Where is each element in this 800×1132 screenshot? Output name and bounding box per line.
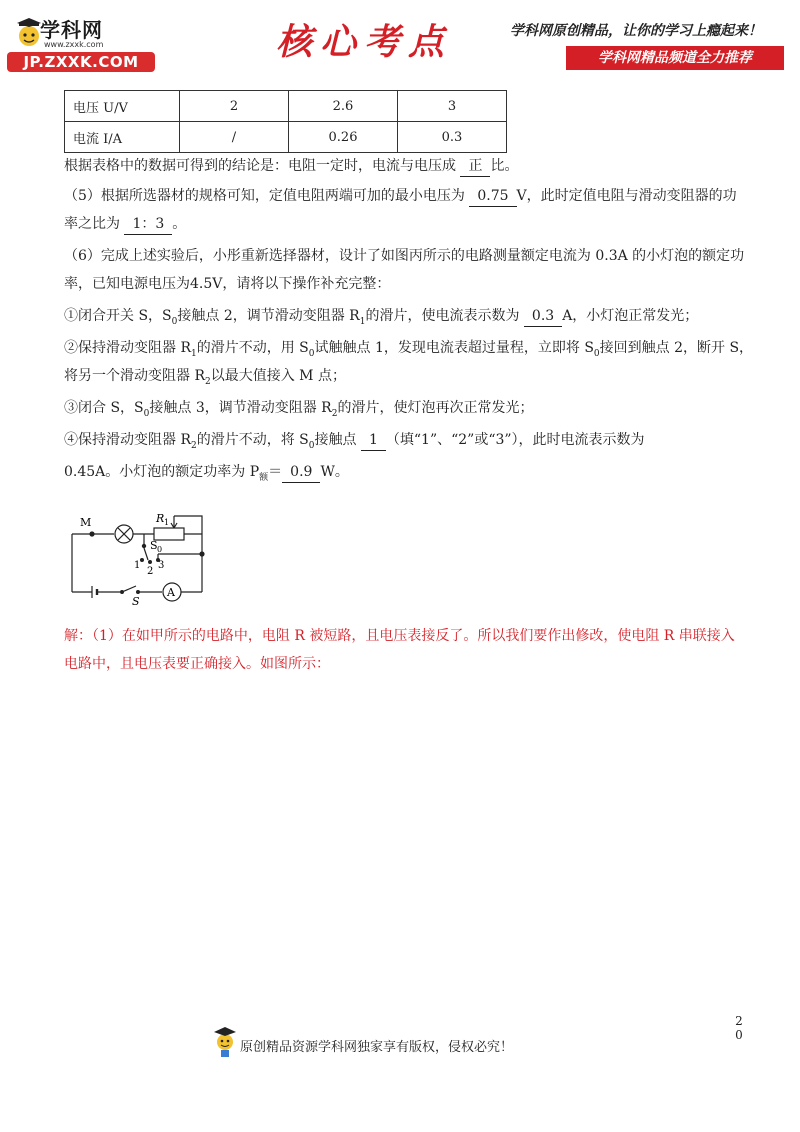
- subscript: 0: [308, 348, 315, 359]
- page-footer: [0, 1010, 800, 1070]
- page-number-digit: 2: [735, 1014, 743, 1028]
- q5-line-1: [64, 186, 737, 207]
- text: 的滑片，使电流表示数为: [365, 308, 520, 324]
- subscript: 2: [205, 376, 211, 387]
- text: 。: [172, 216, 187, 232]
- subscript: 0: [308, 440, 315, 451]
- text: ＝: [268, 464, 283, 480]
- text: V，此时定值电阻与滑动变阻器的功: [516, 188, 737, 204]
- subscript: 2: [191, 440, 197, 451]
- answer-blank: 0.75: [469, 186, 516, 207]
- text: ④保持滑动变阻器 R: [64, 432, 191, 448]
- answer-blank: 1: [361, 430, 386, 451]
- q6-line-2: [64, 274, 390, 294]
- page-title: 核心考点: [276, 21, 453, 63]
- text: 解：（1）在如甲所示的电路中，电阻 R 被短路，且电压表接反了。所以我们要作出修改，使电阻 R 串联接入: [64, 628, 735, 644]
- header-banner: 学科网精品频道全力推荐: [566, 46, 784, 70]
- terminal-1: 1: [134, 560, 141, 571]
- solution-line-2: [64, 654, 330, 674]
- text: 试触触点 1，发现电流表超过量程，立即将 S: [314, 340, 594, 356]
- table-cell: /: [180, 122, 289, 153]
- text: ③闭合 S，S: [64, 400, 144, 416]
- label-S0: S: [150, 539, 158, 552]
- table-cell: 0.26: [289, 122, 398, 153]
- text: ②保持滑动变阻器 R: [64, 340, 191, 356]
- text: （5）根据所选器材的规格可知，定值电阻两端可加的最小电压为: [64, 188, 465, 204]
- table-cell: 2: [180, 91, 289, 122]
- step-4: [64, 430, 645, 456]
- subscript: 0: [143, 408, 150, 419]
- label-M: M: [80, 516, 92, 529]
- page-number: [734, 1014, 744, 1042]
- label-S: S: [132, 595, 140, 608]
- table-cell: 电压 U/V: [65, 91, 180, 122]
- terminal-3: 3: [158, 560, 165, 571]
- text: 的滑片，使灯泡再次正常发光；: [337, 400, 534, 416]
- text: 的滑片不动，将 S: [196, 432, 309, 448]
- text: 率，已知电源电压为4.5V，请将以下操作补充完整：: [64, 276, 391, 292]
- subscript: 1: [191, 348, 197, 359]
- text: （6）完成上述实验后，小彤重新选择器材，设计了如图丙所示的电路测量额定电流为 0.3A 的小灯泡的额定功: [64, 248, 745, 264]
- ammeter-label: A: [167, 586, 175, 599]
- answer-blank: 0.3: [524, 306, 562, 327]
- solution-line-1: [64, 626, 735, 646]
- text: 接触点: [314, 432, 357, 448]
- subscript: 0: [593, 348, 600, 359]
- subscript: 2: [331, 408, 338, 419]
- mascot-icon: [212, 1024, 238, 1058]
- text: 接回到触点 2，断开 S，: [599, 340, 754, 356]
- data-table: [64, 90, 507, 153]
- subscript: 1: [359, 316, 366, 327]
- table-row: [65, 122, 507, 153]
- text: W。: [320, 464, 349, 480]
- table-row: [65, 91, 507, 122]
- terminal-2: 2: [147, 566, 154, 577]
- step-4-cont: [64, 462, 349, 488]
- subscript: 0: [171, 316, 178, 327]
- label-S0-sub: 0: [157, 545, 163, 554]
- table-cell: 3: [398, 91, 507, 122]
- q6-line-1: [64, 246, 744, 266]
- text: 的滑片不动，用 S: [196, 340, 309, 356]
- step-2-cont: [64, 366, 346, 392]
- logo-subtext: www.zxxk.com: [44, 40, 104, 49]
- answer-blank: 1：3: [124, 214, 172, 235]
- page-number-digit: 0: [735, 1028, 743, 1042]
- logo-url-badge: JP.ZXXK.COM: [7, 52, 155, 72]
- page-header: [0, 0, 800, 80]
- answer-blank: 正: [460, 156, 490, 177]
- subscript: 额: [259, 472, 269, 483]
- text: 根据表格中的数据可得到的结论是：电阻一定时，电流与电压成: [64, 158, 456, 174]
- table-cell: 0.3: [398, 122, 507, 153]
- header-slogan: 学科网原创精品，让你的学习上瘾起来！: [510, 23, 762, 39]
- label-R1-sub: 1: [164, 518, 170, 527]
- table-cell: 电流 I/A: [65, 122, 180, 153]
- table-cell: 2.6: [289, 91, 398, 122]
- text: （填“1”、“2”或“3”），此时电流表示数为: [385, 432, 645, 448]
- text: A，小灯泡正常发光；: [562, 308, 699, 324]
- text: 电路中，且电压表要正确接入。如图所示：: [64, 656, 330, 672]
- conclusion-line: [64, 156, 518, 177]
- q5-line-2: [64, 214, 186, 235]
- step-1: [64, 306, 698, 332]
- text: 以最大值接入 M 点；: [210, 368, 346, 384]
- text: 率之比为: [64, 216, 120, 232]
- text: ①闭合开关 S，S: [64, 308, 172, 324]
- text: 比。: [490, 158, 519, 174]
- step-2: [64, 338, 753, 364]
- text: 0.45A。小灯泡的额定功率为 P: [64, 464, 260, 480]
- text: 将另一个滑动变阻器 R: [64, 368, 205, 384]
- text: 接触点 3，调节滑动变阻器 R: [149, 400, 332, 416]
- answer-blank: 0.9: [282, 462, 320, 483]
- logo-name: 学科网: [40, 18, 103, 42]
- label-R1: R: [156, 512, 165, 525]
- circuit-diagram: [62, 506, 222, 612]
- step-3: [64, 398, 533, 424]
- text: 接触点 2，调节滑动变阻器 R: [177, 308, 360, 324]
- footer-copyright: 原创精品资源学科网独家享有版权，侵权必究！: [240, 1040, 514, 1055]
